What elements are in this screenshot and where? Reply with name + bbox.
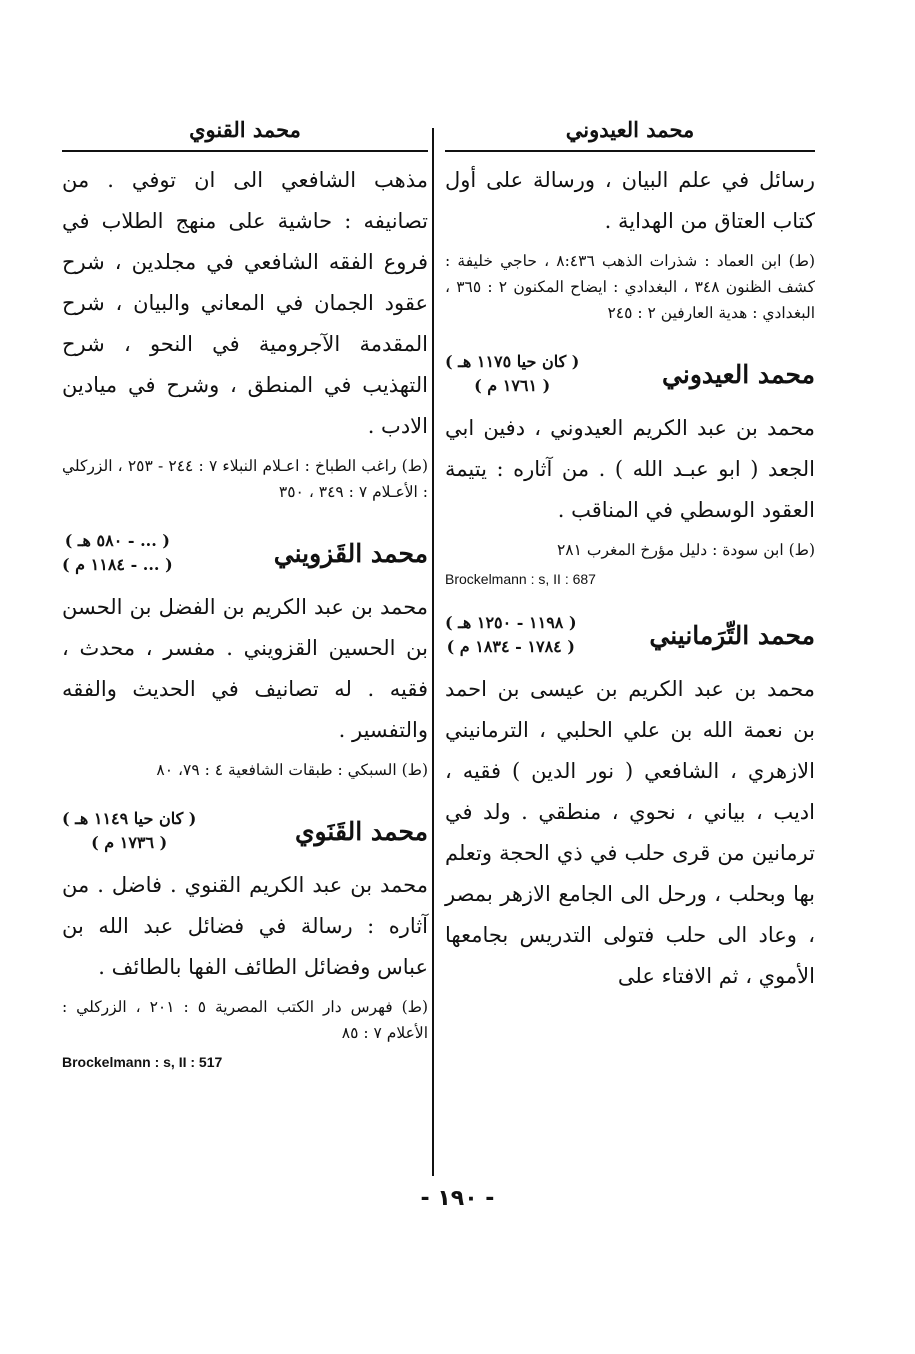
- entry-dates-hijri: ( كان حيا ١١٤٩ هـ ): [62, 809, 197, 828]
- entry-dates-gregorian: ( ١٧٦١ م ): [474, 376, 551, 395]
- entry-body: محمد بن عبد الكريم القنوي . فاضل . من آثاره : رسالة في فضائل عبد الله بن عباس وفضائل الطائف الفها بالطائف .: [62, 873, 428, 979]
- entry-dates: [62, 529, 173, 577]
- entry-heading-qanawi: [62, 807, 428, 855]
- left-column: [62, 110, 428, 1080]
- entry-dates-gregorian: ( ١٧٣٦ م ): [91, 833, 168, 852]
- entry-latin-reference: Brockelmann : s, II : 687: [445, 571, 596, 587]
- entry-dates-hijri: ( ١١٩٨ - ١٢٥٠ هـ ): [445, 613, 577, 632]
- entry-name: محمد التِّرَمانيني: [649, 620, 815, 650]
- entry-heading-qazwini: [62, 529, 428, 577]
- entry-dates-gregorian: ( ... - ١١٨٤ م ): [62, 555, 173, 574]
- entry-body: محمد بن عبد الكريم العيدوني ، دفين ابي الجعد ( ابو عبـد الله ) . من آثاره : يتيمة العقود الوسطي في المناقب .: [445, 416, 815, 522]
- entry-name: محمد العيدوني: [662, 359, 815, 389]
- page-number: - ١٩٠ -: [420, 1186, 495, 1211]
- entry-dates: [445, 611, 577, 659]
- right-column: [445, 110, 815, 1003]
- left-column-header: محمد القنوي: [62, 110, 428, 152]
- entry-reference: (ط) ابن سودة : دليل مؤرخ المغرب ٢٨١: [556, 541, 815, 559]
- entry-dates-gregorian: ( ١٧٨٤ - ١٨٣٤ م ): [446, 637, 575, 656]
- entry-name: محمد القَزويني: [273, 538, 428, 568]
- left-continuation-text: مذهب الشافعي الى ان توفي . من تصانيفه : حاشية على منهج الطلاب في فروع الفقه الشافعي في مجلدين ، شرح عقود الجمان في المعاني والبيان ، شرح المقدمة الآجرومية في النحو ، شرح التهذيب في المنطق ، وشرح في ميادين الادب .: [62, 168, 428, 438]
- right-column-header: محمد العيدوني: [445, 110, 815, 152]
- entry-dates: [62, 807, 196, 855]
- left-continuation-reference: (ط) راغب الطباخ : اعـلام النبلاء ٧ : ٢٤٤ - ٢٥٣ ، الزركلي : الأعـلام ٧ : ٣٤٩ ، ٣٥٠: [62, 457, 429, 501]
- entry-body: محمد بن عبد الكريم بن الفضل بن الحسن بن الحسين القزويني . مفسر ، محدث ، فقيه . له تصانيف في الحديث والفقه والتفسير .: [62, 595, 428, 742]
- entry-heading-aydouni: [445, 350, 815, 398]
- entry-latin-reference: Brockelmann : s, II : 517: [62, 1054, 223, 1070]
- entry-heading-tirmanini: [445, 611, 815, 659]
- entry-name: محمد القَنَوي: [294, 816, 428, 846]
- entry-dates: [445, 350, 579, 398]
- column-divider: [432, 128, 434, 1176]
- right-continuation-text: رسائل في علم البيان ، ورسالة على أول كتاب العتاق من الهداية .: [445, 168, 815, 233]
- entry-reference: (ط) فهرس دار الكتب المصرية ٥ : ٢٠١ ، الزركلي : الأعلام ٧ : ٨٥: [62, 998, 428, 1042]
- entry-dates-hijri: ( ... - ٥٨٠ هـ ): [64, 531, 170, 550]
- right-continuation-reference: (ط) ابن العماد : شذرات الذهب ٨:٤٣٦ ، حاجي خليفة : كشف الظنون ٣٤٨ ، البغدادي : ايضاح المكنون ٢ : ٣٦٥ ، البغدادي : هدية العارفين ٢ : ٢٤٥: [445, 252, 816, 322]
- entry-reference: (ط) السبكي : طبقات الشافعية ٤ : ٧٩، ٨٠: [156, 761, 428, 779]
- entry-body: محمد بن عبد الكريم بن عيسى بن احمد بن نعمة الله بن علي الحلبي ، الترمانيني الازهري ، الشافعي ( نور الدين ) فقيه ، اديب ، بياني ، نحوي ، منطقي . ولد في ترمانين من قرى حلب في ذي الحجة وتعلم بها وبحلب ، ورحل الى الجامع الازهر بمصر ، وعاد الى حلب فتولى التدريس بجامعها الأموي ، ثم الافتاء على: [445, 677, 815, 988]
- entry-dates-hijri: ( كان حيا ١١٧٥ هـ ): [445, 352, 580, 371]
